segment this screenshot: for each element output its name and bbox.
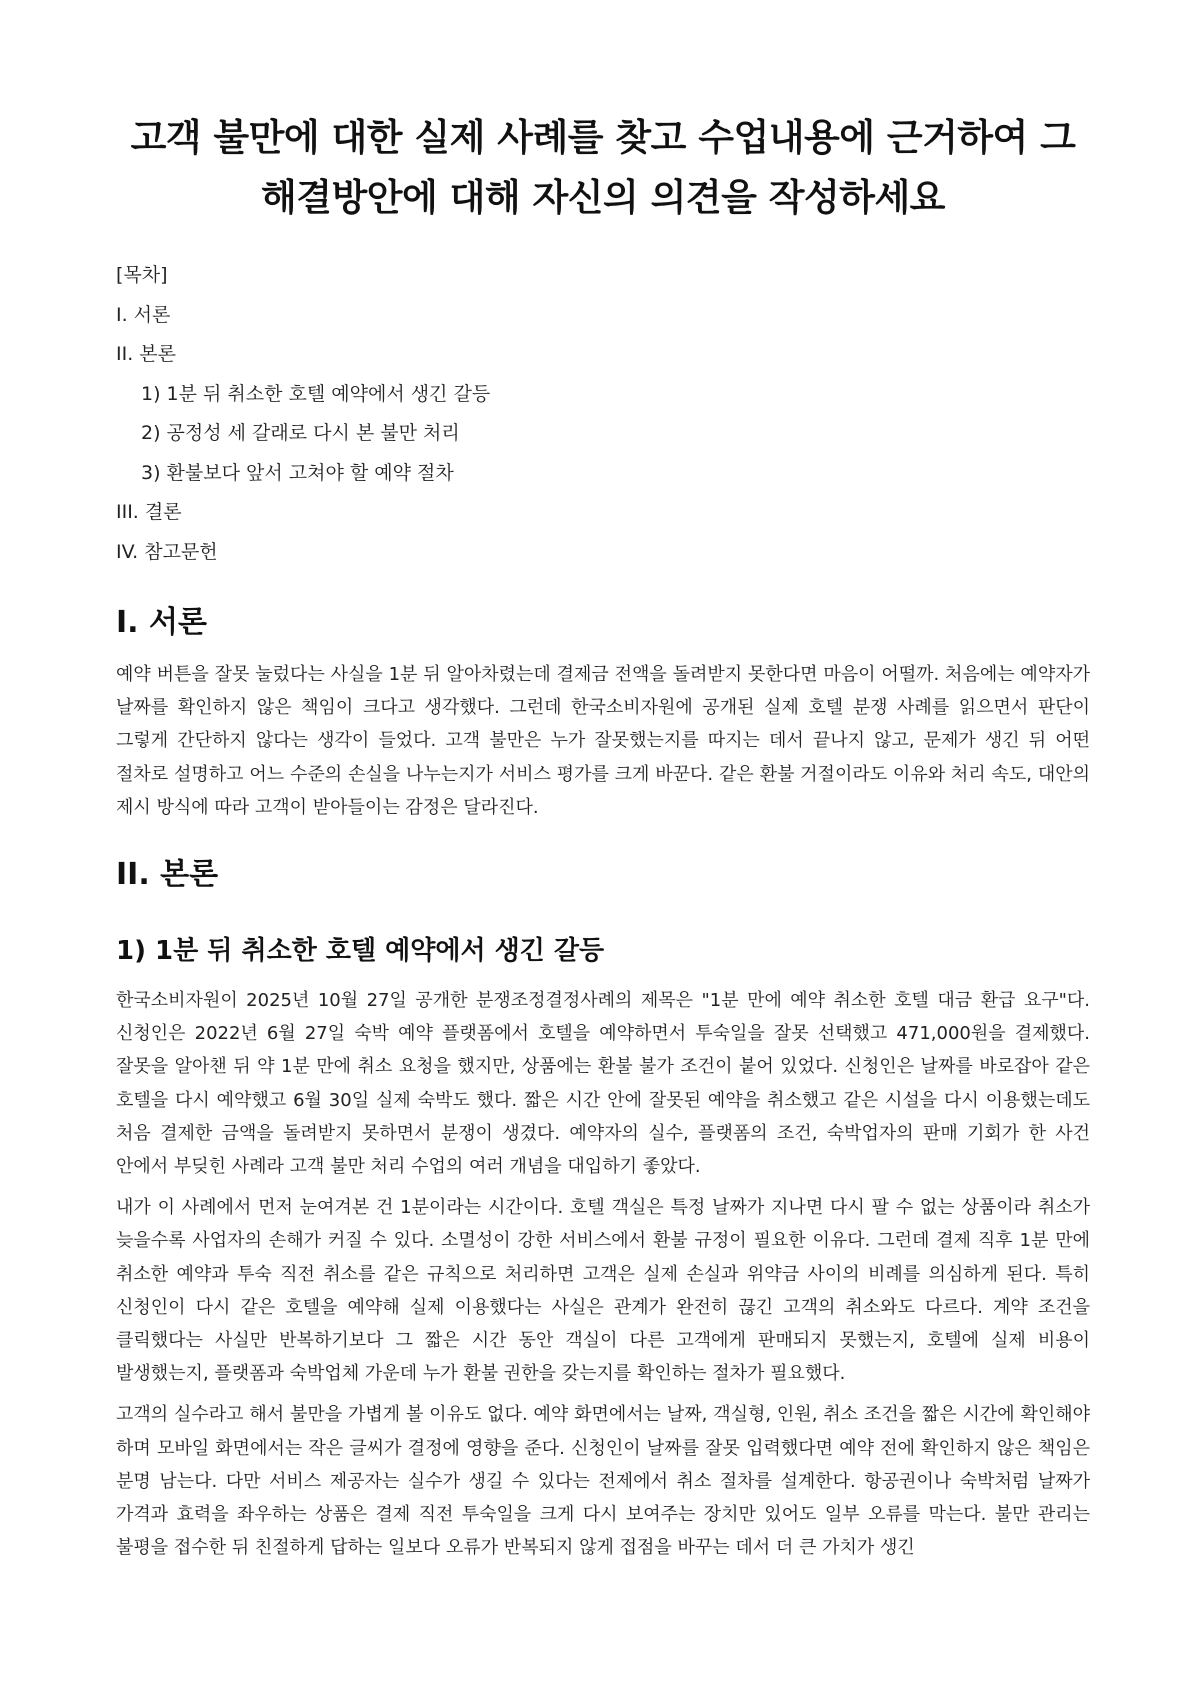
table-of-contents	[116, 256, 1090, 572]
section-heading-body: II. 본론	[116, 857, 219, 893]
intro-paragraph: 예약 버튼을 잘못 눌렀다는 사실을 1분 뒤 알아차렸는데 결제금 전액을 돌려받지 못한다면 마음이 어떨까. 처음에는 예약자가 날짜를 확인하지 않은 책임이 크다고 생각했다. 그런데 한국소비자원에 공개된 실제 호텔 분쟁 사례를 읽으면서 판단이 그렇게 간단하지 않다는 생각이 들었다. 고객 불만은 누가 잘못했는지를 따지는 데서 끝나지 않고, 문제가 생긴 뒤 어떤 절차로 설명하고 어느 수준의 손실을 나누는지가 서비스 평가를 크게 바꾼다. 같은 환불 거절이라도 이유와 처리 속도, 대안의 제시 방식에 따라 고객이 받아들이는 감정은 달라진다.	[116, 664, 1090, 818]
toc-item-body-2: 2) 공정성 세 갈래로 다시 본 불만 처리	[141, 422, 460, 444]
body-paragraph: 내가 이 사례에서 먼저 눈여겨본 건 1분이라는 시간이다. 호텔 객실은 특정 날짜가 지나면 다시 팔 수 없는 상품이라 취소가 늦을수록 사업자의 손해가 커질 수 있다. 소멸성이 강한 서비스에서 환불 규정이 필요한 이유다. 그런데 결제 직후 1분 만에 취소한 예약과 투숙 직전 취소를 같은 규칙으로 처리하면 고객은 실제 손실과 위약금 사이의 비례를 의심하게 된다. 특히 신청인이 다시 같은 호텔을 예약해 실제 이용했다는 사실은 관계가 완전히 끊긴 고객의 취소와도 다르다. 계약 조건을 클릭했다는 사실만 반복하기보다 그 짧은 시간 동안 객실이 다른 고객에게 판매되지 못했는지, 호텔에 실제 비용이 발생했는지, 플랫폼과 숙박업체 가운데 누가 환불 권한을 갖는지를 확인하는 절차가 필요했다.	[116, 1197, 1090, 1385]
toc-item-references: IV. 참고문헌	[116, 540, 218, 563]
toc-item-conclusion: III. 결론	[116, 501, 182, 523]
toc-heading: [목차]	[116, 264, 168, 286]
body-paragraph: 고객의 실수라고 해서 불만을 가볍게 볼 이유도 없다. 예약 화면에서는 날짜, 객실형, 인원, 취소 조건을 짧은 시간에 확인해야 하며 모바일 화면에서는 작은 글씨가 결정에 영향을 준다. 신청인이 날짜를 잘못 입력했다면 예약 전에 확인하지 않은 책임은 분명 남는다. 다만 서비스 제공자는 실수가 생길 수 있다는 전제에서 취소 절차를 설계한다. 항공권이나 숙박처럼 날짜가 가격과 효력을 좌우하는 상품은 결제 직전 투숙일을 크게 다시 보여주는 장치만 있어도 일부 오류를 막는다. 불만 관리는 불평을 접수한 뒤 친절하게 답하는 일보다 오류가 반복되지 않게 접점을 바꾸는 데서 더 큰 가치가 생긴	[116, 1404, 1090, 1559]
toc-item-body-3: 3) 환불보다 앞서 고쳐야 할 예약 절차	[141, 461, 454, 484]
toc-item-intro: I. 서론	[116, 303, 171, 326]
toc-item-body: II. 본론	[116, 343, 176, 365]
toc-item-body-1: 1) 1분 뒤 취소한 호텔 예약에서 생긴 갈등	[141, 382, 491, 405]
section-heading-intro: I. 서론	[116, 605, 207, 640]
document-title: 고객 불만에 대한 실제 사례를 찾고 수업내용에 근거하여 그 해결방안에 대해 자신의 의견을 작성하세요	[130, 116, 1076, 219]
subsection-heading-1: 1) 1분 뒤 취소한 호텔 예약에서 생긴 갈등	[116, 936, 605, 967]
body-paragraph: 한국소비자원이 2025년 10월 27일 공개한 분쟁조정결정사례의 제목은 "1분 만에 예약 취소한 호텔 대금 환급 요구"다. 신청인은 2022년 6월 27일 숙박 예약 플랫폼에서 호텔을 예약하면서 투숙일을 잘못 선택했고 471,000원을 결제했다. 잘못을 알아챈 뒤 약 1분 만에 취소 요청을 했지만, 상품에는 환불 불가 조건이 붙어 있었다. 신청인은 날짜를 바로잡아 같은 호텔을 다시 예약했고 6월 30일 실제 숙박도 했다. 짧은 시간 안에 잘못된 예약을 취소했고 같은 시설을 다시 이용했는데도 처음 결제한 금액을 돌려받지 못하면서 분쟁이 생겼다. 예약자의 실수, 플랫폼의 조건, 숙박업자의 판매 기회가 한 사건 안에서 부딪힌 사례라 고객 불만 처리 수업의 여러 개념을 대입하기 좋았다.	[116, 990, 1090, 1178]
